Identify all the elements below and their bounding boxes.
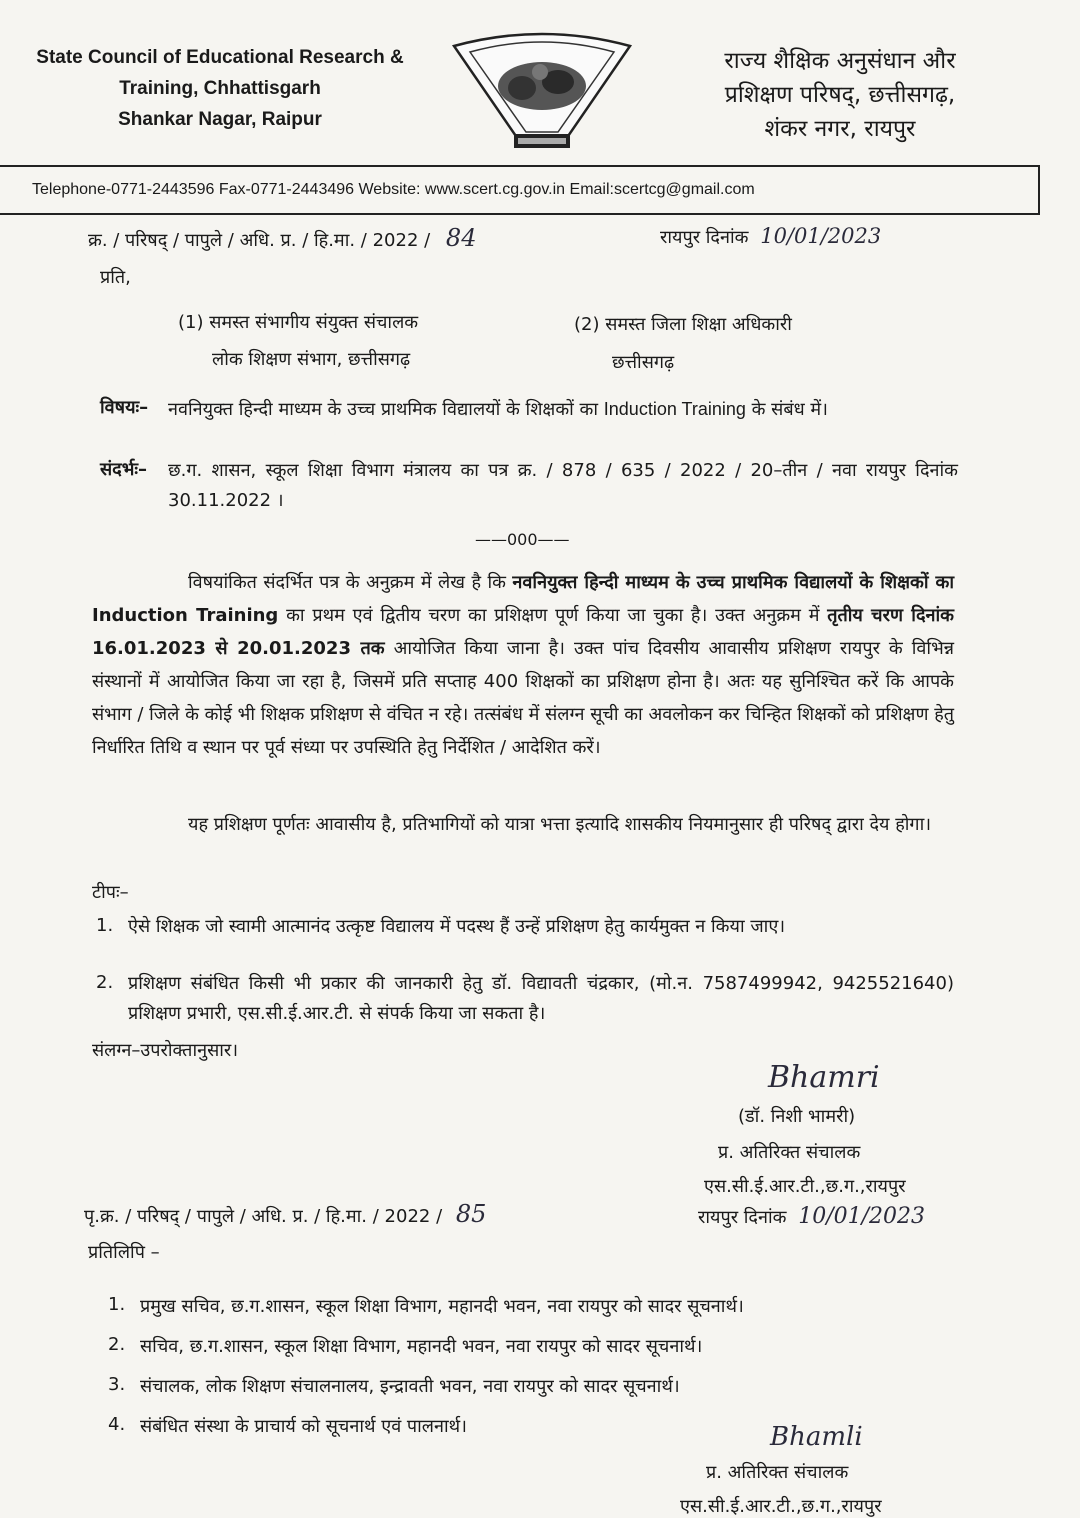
copy-date-label: रायपुर दिनांक bbox=[698, 1207, 787, 1228]
copy-date bbox=[698, 1204, 925, 1229]
copy-item-2: सचिव, छ.ग.शासन, स्कूल शिक्षा विभाग, महानदी भवन, नवा रायपुर को सादर सूचनार्थ। bbox=[140, 1336, 703, 1357]
subject-label bbox=[100, 395, 170, 419]
org-name-hindi bbox=[690, 44, 990, 146]
para1-part-c: का प्रथम एवं द्वितीय चरण का प्रशिक्षण पूर्ण किया जा चुका है। उक्त अनुक्रम में bbox=[286, 605, 820, 626]
letter-ref-number: 84 bbox=[445, 224, 477, 252]
note-1: ऐसे शिक्षक जो स्वामी आत्मानंद उत्कृष्ट विद्यालय में पदस्थ हैं उन्हें प्रशिक्षण हेतु कार्यमुक्त न किया जाए। bbox=[128, 916, 786, 937]
reference-label-text: संदर्भः– bbox=[100, 459, 148, 480]
recipient-1-line-2: लोक शिक्षण संभाग, छत्तीसगढ़ bbox=[212, 349, 411, 370]
copy-item-1-number: 1. bbox=[108, 1294, 126, 1315]
copy-label: प्रतिलिपि – bbox=[88, 1242, 160, 1263]
copy-signatory-office: एस.सी.ई.आर.टी.,छ.ग.,रायपुर bbox=[680, 1496, 882, 1517]
signatory-name: (डॉ. निशी भामरी) bbox=[738, 1106, 856, 1127]
copy-signature-scrawl: Bhamli bbox=[770, 1422, 863, 1452]
letter-date bbox=[660, 224, 881, 249]
subject-text bbox=[168, 394, 958, 425]
org-name-hi-line-3: शंकर नगर, रायपुर bbox=[764, 116, 916, 142]
copy-ref-text: पृ.क्र. / परिषद् / पापुले / अधि. प्र. / हि.मा. / 2022 / bbox=[84, 1206, 443, 1227]
separator: ——000—— bbox=[475, 530, 570, 549]
org-name-en-line-3: Shankar Nagar, Raipur bbox=[118, 109, 322, 130]
copy-ref bbox=[84, 1200, 486, 1228]
copy-item-4-number: 4. bbox=[108, 1414, 126, 1435]
org-name-hi-line-2: प्रशिक्षण परिषद्, छत्तीसगढ़, bbox=[724, 82, 956, 108]
para1-part-d: तृतीय चरण दिनांक 16.01.2023 से 20.01.2023 तक bbox=[92, 605, 954, 659]
copy-date-value: 10/01/2023 bbox=[798, 1204, 926, 1229]
recipient-2-line-1: (2) समस्त जिला शिक्षा अधिकारी bbox=[574, 314, 792, 335]
letter-date-value: 10/01/2023 bbox=[760, 224, 882, 248]
note-1-number: 1. bbox=[96, 915, 114, 936]
org-name-en-line-1: State Council of Educational Research & bbox=[36, 47, 404, 68]
recipient-2-line-2: छत्तीसगढ़ bbox=[612, 352, 675, 373]
org-name-hi-line-1: राज्य शैक्षिक अनुसंधान और bbox=[724, 48, 956, 74]
copy-signatory-designation: प्र. अतिरिक्त संचालक bbox=[706, 1462, 849, 1483]
note-label: टीपः– bbox=[92, 882, 129, 903]
letter-ref bbox=[88, 224, 476, 252]
signatory-office: एस.सी.ई.आर.टी.,छ.ग.,रायपुर bbox=[704, 1176, 906, 1197]
subject-part-a: नवनियुक्त हिन्दी माध्यम के उच्च प्राथमिक विद्यालयों के शिक्षकों का bbox=[168, 399, 599, 420]
org-name-en-line-2: Training, Chhattisgarh bbox=[119, 78, 321, 99]
subject-part-c: के संबंध में। bbox=[751, 399, 828, 420]
salutation: प्रति, bbox=[100, 267, 131, 288]
copy-ref-number: 85 bbox=[455, 1200, 487, 1228]
copy-item-3: संचालक, लोक शिक्षण संचालनालय, इन्द्रावती भवन, नवा रायपुर को सादर सूचनार्थ। bbox=[140, 1376, 680, 1397]
signatory-designation: प्र. अतिरिक्त संचालक bbox=[718, 1142, 861, 1163]
copy-item-1: प्रमुख सचिव, छ.ग.शासन, स्कूल शिक्षा विभाग, महानदी भवन, नवा रायपुर को सादर सूचनार्थ। bbox=[140, 1296, 744, 1317]
org-name-english bbox=[20, 42, 420, 135]
para1-part-b: नवनियुक्त हिन्दी माध्यम के उच्च प्राथमिक विद्यालयों के शिक्षकों का Induction Training bbox=[92, 572, 954, 626]
copy-item-4: संबंधित संस्था के प्राचार्य को सूचनार्थ एवं पालनार्थ। bbox=[140, 1416, 467, 1437]
para1-part-a: विषयांकित संदर्भित पत्र के अनुक्रम में लेख है कि bbox=[188, 572, 506, 593]
signature-scrawl: Bhamri bbox=[768, 1060, 880, 1095]
recipient-1-line-1: (1) समस्त संभागीय संयुक्त संचालक bbox=[178, 312, 419, 333]
para1-part-e: आयोजित किया जाना है। उक्त पांच दिवसीय आवासीय प्रशिक्षण रायपुर के विभिन्न संस्थानों में आयोजित किया जा रहा है, जिसमें प्रति सप्ताह 400 शिक्षकों का प्रशिक्षण होना है। अतः यह सुनिश्चित करें कि आपके संभाग / जिले के कोई भी शिक्षक प्रशिक्षण से वंचित न रहे। तत्संबंध में संलग्न सूची का अवलोकन कर चिन्हित शिक्षकों को प्रशिक्षण हेतु निर्धारित तिथि व स्थान पर पूर्व संध्या पर उपस्थिति हेतु निर्देशित / आदेशित करें। bbox=[92, 638, 955, 758]
subject-part-b: Induction Training bbox=[603, 399, 746, 419]
note-2-number: 2. bbox=[96, 972, 114, 993]
letter-ref-text: क्र. / परिषद् / पापुले / अधि. प्र. / हि.मा. / 2022 / bbox=[88, 230, 431, 251]
note-2: प्रशिक्षण संबंधित किसी भी प्रकार की जानकारी हेतु डॉ. विद्यावती चंद्रकार, (मो.न. 7587499942, 9425521640) प्रशिक्षण प्रभारी, एस.सी.ई.आर.टी. से संपर्क किया जा सकता है। bbox=[128, 973, 954, 1024]
enclosure: संलग्न–उपरोक्तानुसार। bbox=[92, 1040, 239, 1061]
scert-emblem-logo bbox=[444, 28, 640, 160]
letter-date-label: रायपुर दिनांक bbox=[660, 227, 749, 248]
contact-line: Telephone-0771-2443596 Fax-0771-2443496 Website: www.scert.cg.gov.in Email:scertcg@gmail.com bbox=[32, 181, 755, 198]
subject-label-text: विषयः– bbox=[100, 397, 149, 418]
copy-item-2-number: 2. bbox=[108, 1334, 126, 1355]
reference-label bbox=[100, 457, 170, 481]
body-paragraph-2: यह प्रशिक्षण पूर्णतः आवासीय है, प्रतिभागियों को यात्रा भत्ता इत्यादि शासकीय नियमानुसार ही परिषद् द्वारा देय होगा। bbox=[188, 814, 932, 835]
body-paragraph-1 bbox=[92, 566, 954, 764]
copy-item-3-number: 3. bbox=[108, 1374, 126, 1395]
reference-text: छ.ग. शासन, स्कूल शिक्षा विभाग मंत्रालय का पत्र क्र. / 878 / 635 / 2022 / 20–तीन / नवा रायपुर दिनांक 30.11.2022 । bbox=[168, 460, 958, 511]
